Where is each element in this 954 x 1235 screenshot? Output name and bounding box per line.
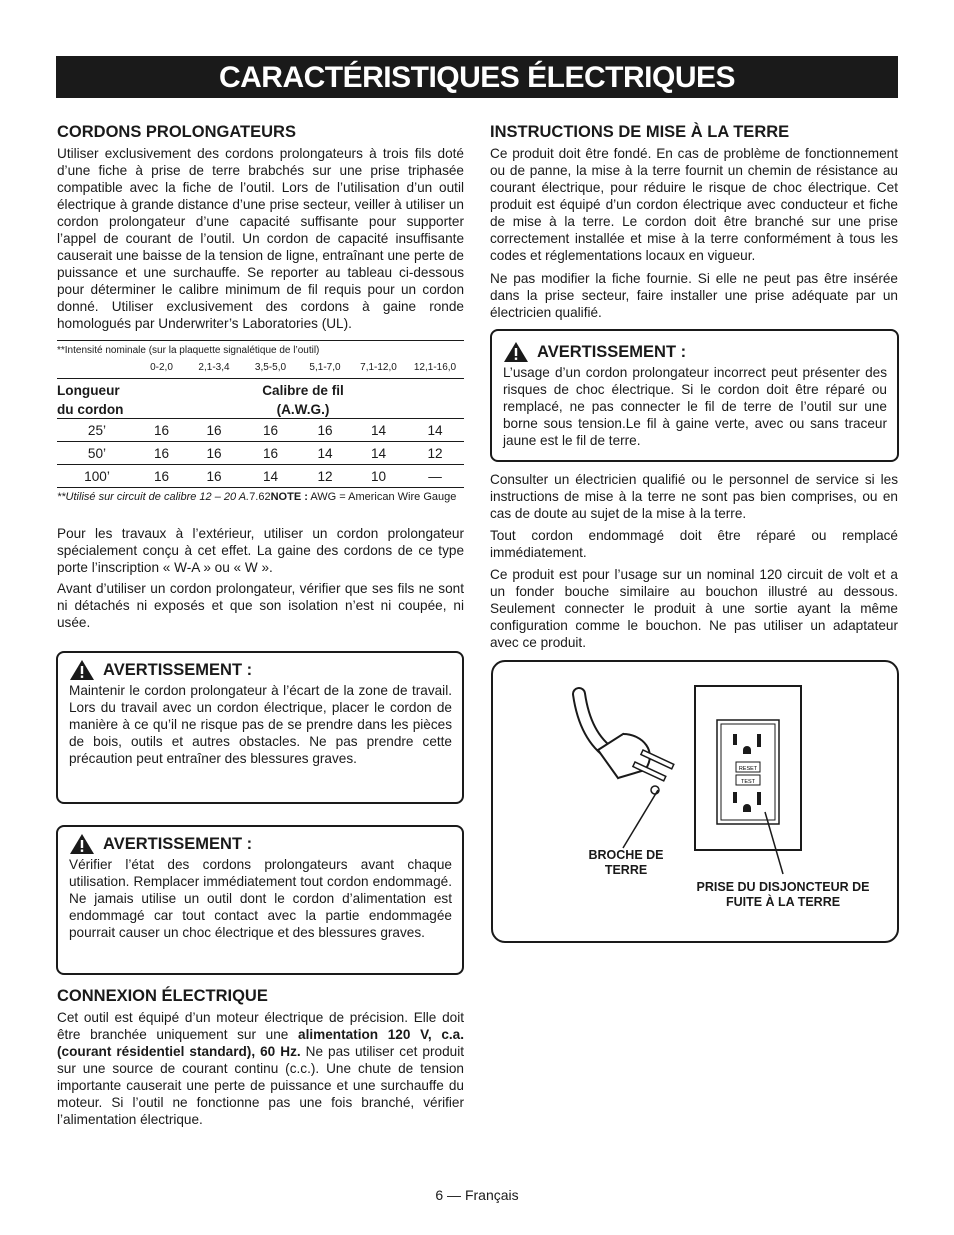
label-outlet-1: PRISE DU DISJONCTEUR DE xyxy=(696,880,870,894)
cell-gauge: 14 xyxy=(370,445,387,461)
label-plug-2: TERRE xyxy=(604,863,648,877)
heading-grounding: INSTRUCTIONS DE MISE À LA TERRE xyxy=(490,123,790,141)
cell-gauge: 14 xyxy=(262,468,279,484)
cell-gauge: 12 xyxy=(427,445,443,461)
label-plug-1: BROCHE DE xyxy=(588,848,664,862)
warning-text: Maintenir le cordon prolongateur à l’écart de la zone de travail. Lors du travail avec un cordon électrique, placer le cordon de manière à ce qu’il ne risque pas de se prendre dans les pièces de bois, outils et autres obstacles. Ne pas prendre cette précaution peut entraîner des blessures graves. xyxy=(69,683,452,766)
warning-triangle-icon xyxy=(69,833,95,855)
heading-cordons: CORDONS PROLONGATEURS xyxy=(57,123,296,141)
page-footer: 6 — Français xyxy=(435,1187,519,1203)
warning-text: Vérifier l’état des cordons prolongateurs avant chaque utilisation. Remplacer immédiatement tout cordon endommagé. Ne jamais utilise un outil dont le cordon d’alimentation est endommagé car tout contact avec la partie endommagée pourrait causer un choc électrique et des blessures graves. xyxy=(69,857,452,940)
cell-gauge: 16 xyxy=(206,445,222,461)
col-length-2: du cordon xyxy=(57,402,124,417)
paragraph-grounding-4: Tout cordon endommagé doit être réparé ou remplacé immédiatement. xyxy=(490,528,898,560)
section-grounding-more xyxy=(490,471,898,651)
cell-gauge: 16 xyxy=(262,422,279,438)
gauge-table xyxy=(57,419,464,488)
table-row xyxy=(57,465,464,488)
warning-title: AVERTISSEMENT : xyxy=(537,342,687,361)
warning-title: AVERTISSEMENT : xyxy=(103,834,253,853)
connexion-text-1: Cet outil est équipé d’un moteur électrique de précision. Elle doit être branchée uniquement sur une xyxy=(57,1010,464,1042)
cell-gauge: 10 xyxy=(370,468,387,484)
table-note-rest: AWG = American Wire Gauge xyxy=(307,491,457,503)
section-cordons xyxy=(57,122,464,332)
cell-gauge: 14 xyxy=(370,422,387,438)
cell-gauge: 16 xyxy=(206,422,222,438)
table-note-bold: NOTE : xyxy=(270,491,308,503)
reset-button-label: RESET xyxy=(738,766,758,772)
label-outlet xyxy=(683,880,883,910)
amp-range: 12,1-16,0 xyxy=(413,361,457,373)
section-connexion xyxy=(57,986,464,1128)
gauge-table-block xyxy=(57,340,464,505)
cell-gauge: 16 xyxy=(153,422,170,438)
col-gauge-1: Calibre de fil xyxy=(262,383,344,398)
amp-range: 3,5-5,0 xyxy=(254,361,287,373)
table-note-italic: **Utilisé sur circuit de calibre 12 – 20 A. xyxy=(57,491,250,503)
cell-gauge: 12 xyxy=(317,468,333,484)
grounding-figure xyxy=(491,660,899,943)
connexion-text-bold: alimentation 120 V, c.a. (courant résidentiel standard), 60 Hz. xyxy=(57,1027,465,1059)
warning-triangle-icon xyxy=(503,341,529,363)
table-row xyxy=(57,442,464,465)
paragraph-cordons: Utiliser exclusivement des cordons prolongateurs à trois fils doté d’une fiche à prise de terre brabchés sur une prise triphasée compatible avec la fiche de l’outil. Lors de l’utilisation d’un outil électrique à grande distance d’une prise secteur, veiller à utiliser un cordon prolongateur d’une capacité suffisante pour supporter l’appel de courant de l’outil. Un cordon de capacité insuffisante causerait une baisse de la tension de ligne, entraînant une perte de puissance et une surchauffe. Se reporter au tableau ci-dessous pour déterminer le calibre minimum de fil requis pour un cordon donné. Utiliser exclusivement des cordons à gaine ronde homologués par Underwriter’s Laboratories (UL). xyxy=(57,146,464,331)
amp-range: 7,1-12,0 xyxy=(360,361,397,373)
amp-range: 2,1-3,4 xyxy=(198,361,230,373)
test-button-label: TEST xyxy=(740,779,756,785)
amp-range: 0-2,0 xyxy=(150,361,173,373)
cell-gauge: 16 xyxy=(206,468,222,484)
paragraph-grounding-1: Ce produit doit être fondé. En cas de problème de fonctionnement ou de panne, la mise à la terre fournit un chemin de résistance au courant électrique, pour réduire le risque de choc électrique. Cet produit est équipé d’un cordon électrique avec conducteur et fiche de mise à la terre. Le cordon doit être branché sur une prise correctement installée et mise à la terre conformément à tous les codes et réglementations locaux en vigueur. xyxy=(490,146,898,263)
connexion-text-2: Ne pas utiliser cet produit sur une source de courant continu (c.c.). Une chute de tension importante causerait une perte de puissance et une surchauffe du moteur. Si l’outil ne fonctionne pas une fois branché, vérifier l’alimentation électrique. xyxy=(57,1044,464,1127)
col-length-1: Longueur xyxy=(57,383,120,398)
cell-gauge: 14 xyxy=(317,445,333,461)
label-plug xyxy=(581,848,671,878)
paragraph-outdoor-2: Avant d’utiliser un cordon prolongateur, vérifier que ses fils ne sont ni détachés ni exposés et que son isolation n’est ni coupée, ni usée. xyxy=(57,581,464,630)
paragraph-grounding-2: Ne pas modifier la fiche fournie. Si elle ne peut pas être insérée dans la prise secteur, faire installer une prise adéquate par un électricien qualifié. xyxy=(490,271,898,320)
paragraph-grounding-3: Consulter un électricien qualifié ou le personnel de service si les instructions de mise à la terre ne sont pas bien comprises, ou en cas de doute au sujet de la mise à la terre. xyxy=(490,472,898,521)
paragraph-grounding-5: Ce produit est pour l’usage sur un nominal 120 circuit de volt et a un fonder bouche similaire au bouchon illustré au dessous. Seulement connecter le produit à une sortie ayant la même configuration comme le bouchon. Ne pas utiliser un adaptateur avec ce produit. xyxy=(490,567,898,650)
paragraph-outdoor-1: Pour les travaux à l’extérieur, utiliser un cordon prolongateur spécialement conçu à cet effet. La gaine des cordons de ce type porte l’inscription « W-A » ou « W ». xyxy=(57,526,464,575)
table-row xyxy=(57,419,464,442)
section-grounding xyxy=(490,122,898,321)
paragraph-connexion xyxy=(57,1009,464,1128)
cell-gauge: — xyxy=(428,468,442,484)
label-outlet-2: FUITE À LA TERRE xyxy=(725,895,841,909)
heading-connexion: CONNEXION ÉLECTRIQUE xyxy=(57,987,268,1005)
warning-box-3 xyxy=(490,329,899,462)
warning-title: AVERTISSEMENT : xyxy=(103,660,253,679)
section-outdoor xyxy=(57,525,464,631)
table-note-num: 7.62 xyxy=(249,491,271,503)
warning-box-1 xyxy=(56,651,464,804)
cell-gauge: 14 xyxy=(427,422,443,438)
col-gauge-2: (A.W.G.) xyxy=(276,402,330,417)
amp-range: 5,1-7,0 xyxy=(309,361,341,373)
plug-icon xyxy=(598,734,674,794)
table-note-top: **Intensité nominale (sur la plaquette signalétique de l’outil) xyxy=(57,345,320,356)
cell-length: 25’ xyxy=(87,422,107,438)
cell-gauge: 16 xyxy=(153,445,170,461)
cell-gauge: 16 xyxy=(262,445,279,461)
warning-triangle-icon xyxy=(69,659,95,681)
cell-gauge: 16 xyxy=(153,468,170,484)
warning-text: L’usage d’un cordon prolongateur incorrect peut présenter des risques de choc électrique. Si le cordon doit être réparé ou remplacé, ne pas connecter le fil de terre de l’outil sur une borne sous tension.Le fil à gaine verte, avec ou sans traceur jaune est le fil de terre. xyxy=(503,365,887,448)
page-title: CARACTÉRISTIQUES ÉLECTRIQUES xyxy=(56,56,898,98)
cell-length: 100’ xyxy=(84,468,110,484)
cell-length: 50’ xyxy=(87,445,107,461)
gfci-outlet-icon xyxy=(695,686,801,850)
warning-box-2 xyxy=(56,825,464,975)
table-note-bottom xyxy=(57,490,464,505)
cell-gauge: 16 xyxy=(317,422,333,438)
